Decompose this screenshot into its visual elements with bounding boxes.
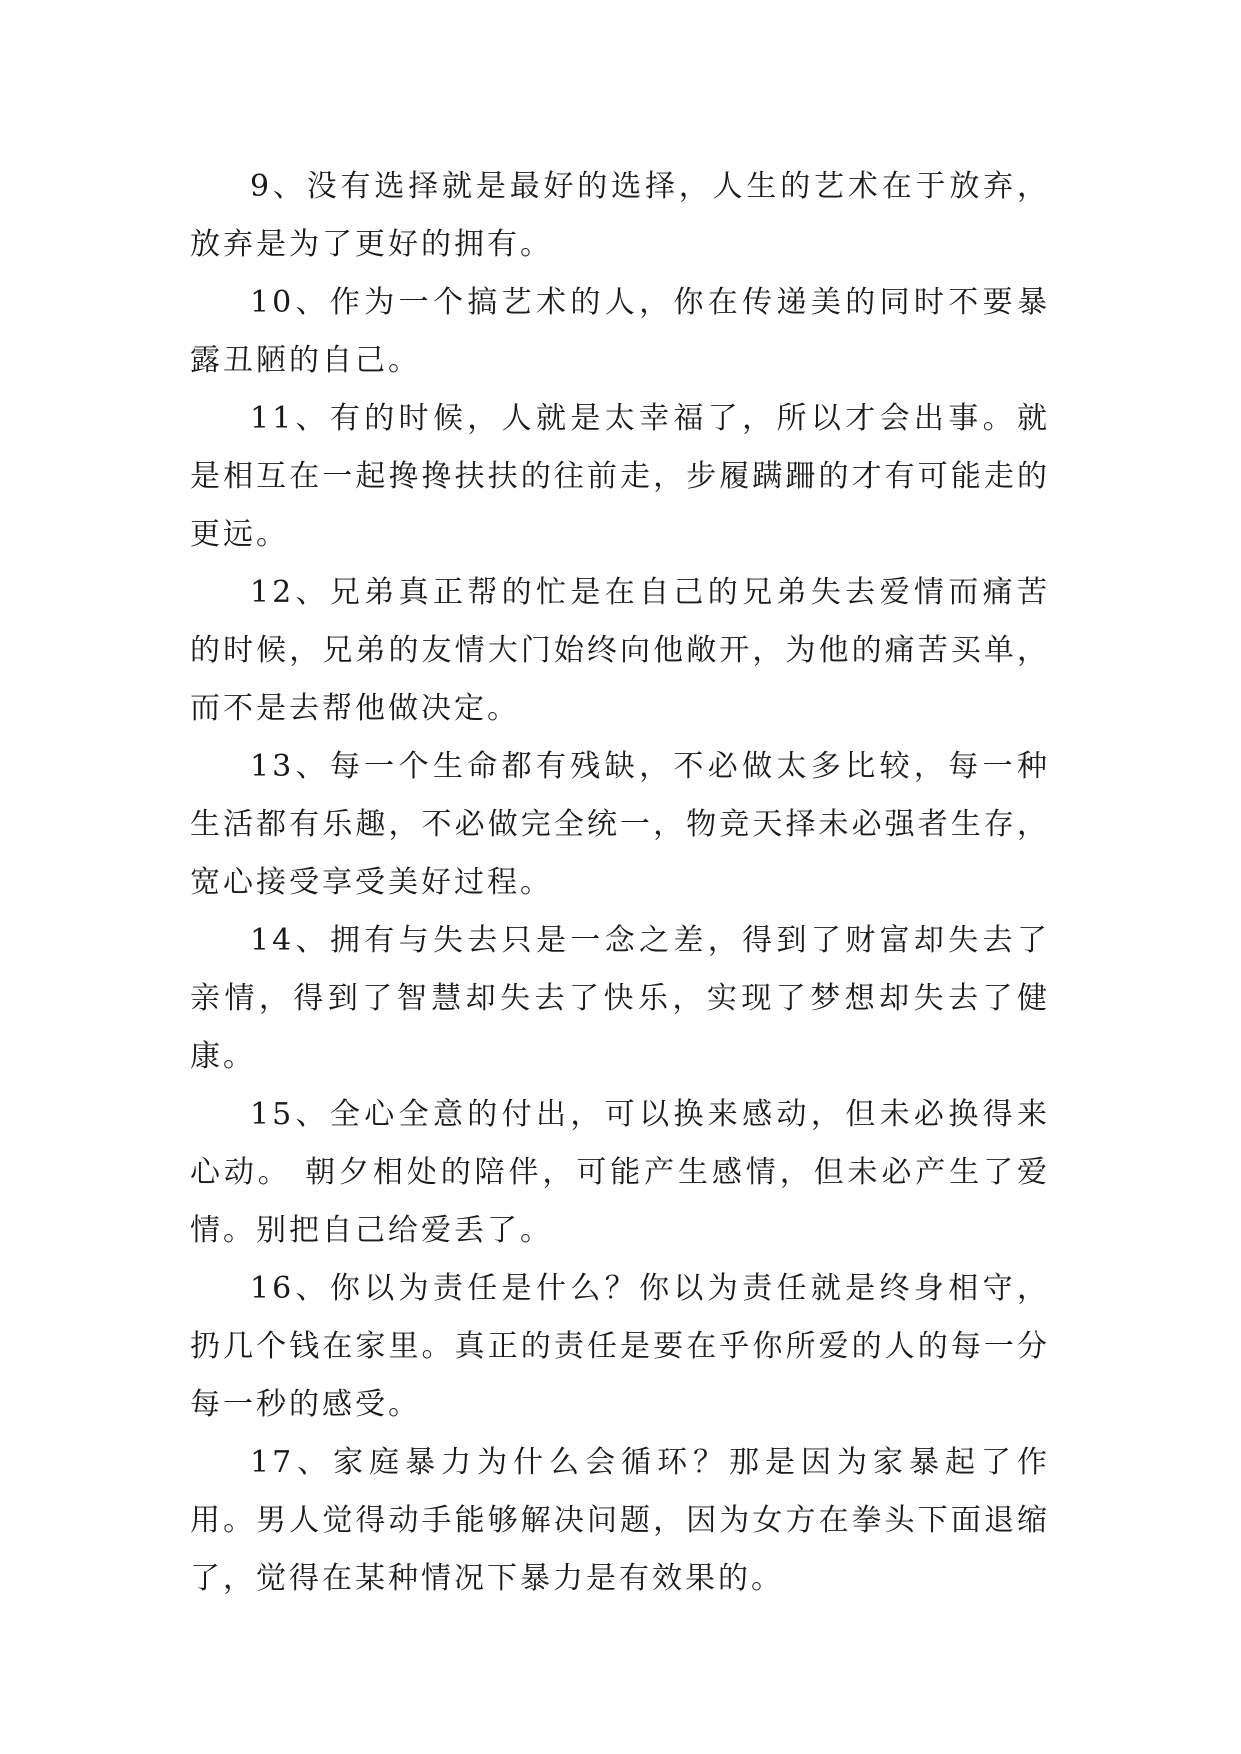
paragraph-9: 9、没有选择就是最好的选择，人生的艺术在于放弃，放弃是为了更好的拥有。 [190,169,1050,262]
paragraph-13: 13、每一个生命都有残缺，不必做太多比较，每一种生活都有乐趣，不必做完全统一，物竞天择未必强者生存，宽心接受享受美好过程。 [190,749,1050,900]
paragraph-15: 15、全心全意的付出，可以换来感动，但未必换得来心动。 朝夕相处的陪伴，可能产生感情，但未必产生了爱情。别把自己给爱丢了。 [190,1097,1050,1248]
paragraph-16: 16、你以为责任是什么？你以为责任就是终身相守，扔几个钱在家里。真正的责任是要在乎你所爱的人的每一分每一秒的感受。 [190,1271,1050,1422]
paragraph-12: 12、兄弟真正帮的忙是在自己的兄弟失去爱情而痛苦的时候，兄弟的友情大门始终向他敞开，为他的痛苦买单，而不是去帮他做决定。 [190,575,1050,726]
paragraph-17: 17、家庭暴力为什么会循环？那是因为家暴起了作用。男人觉得动手能够解决问题，因为女方在拳头下面退缩了，觉得在某种情况下暴力是有效果的。 [190,1445,1050,1596]
paragraph-10: 10、作为一个搞艺术的人，你在传递美的同时不要暴露丑陋的自己。 [190,285,1050,378]
paragraph-11: 11、有的时候，人就是太幸福了，所以才会出事。就是相互在一起搀搀扶扶的往前走，步履蹒跚的才有可能走的更远。 [190,401,1050,552]
text-body [190,158,1050,1608]
paragraph-14: 14、拥有与失去只是一念之差，得到了财富却失去了亲情，得到了智慧却失去了快乐，实现了梦想却失去了健康。 [190,923,1050,1074]
